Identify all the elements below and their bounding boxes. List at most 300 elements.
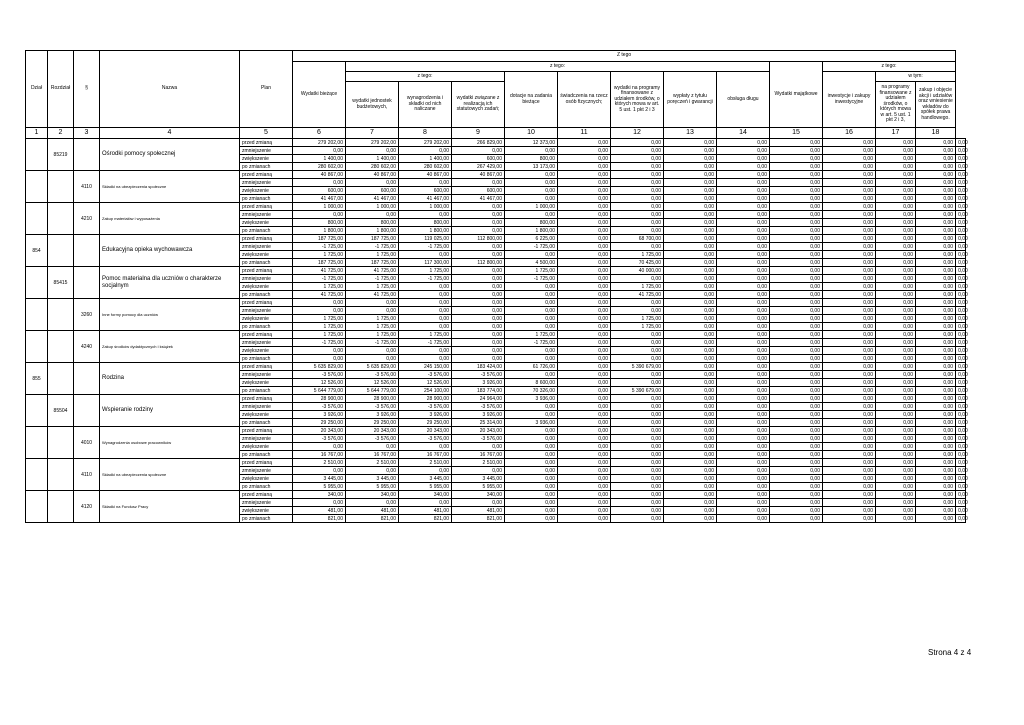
value-cell: 40 867,00 — [346, 171, 399, 179]
value-cell: 0,00 — [664, 299, 717, 307]
value-cell: 0,00 — [558, 275, 611, 283]
value-cell: 0,00 — [452, 147, 505, 155]
value-cell: 1 000,00 — [346, 203, 399, 211]
value-cell: 0,00 — [916, 171, 956, 179]
value-cell: 0,00 — [916, 363, 956, 371]
value-cell: -1 725,00 — [293, 339, 346, 347]
value-cell: 340,00 — [293, 491, 346, 499]
value-cell: 0,00 — [452, 339, 505, 347]
value-cell: 0,00 — [558, 243, 611, 251]
value-cell: 245 150,00 — [399, 363, 452, 371]
col-number: 17 — [876, 128, 916, 139]
value-cell: 0,00 — [956, 299, 966, 307]
value-cell: 0,00 — [664, 507, 717, 515]
value-cell: 0,00 — [611, 219, 664, 227]
value-cell: 0,00 — [956, 163, 966, 171]
change-type-cell: po zmianach — [240, 227, 293, 235]
value-cell: 5 635 829,00 — [293, 363, 346, 371]
value-cell: 0,00 — [293, 355, 346, 363]
nazwa-cell: Składki na ubezpieczenia społeczne — [100, 459, 240, 491]
value-cell: 0,00 — [956, 179, 966, 187]
value-cell: 0,00 — [399, 355, 452, 363]
value-cell: 16 767,00 — [399, 451, 452, 459]
value-cell: 117 300,00 — [399, 259, 452, 267]
value-cell: 0,00 — [399, 315, 452, 323]
value-cell: 112 800,00 — [452, 259, 505, 267]
value-cell: 0,00 — [956, 371, 966, 379]
value-cell: 0,00 — [505, 371, 558, 379]
value-cell: 0,00 — [770, 203, 823, 211]
value-cell: 0,00 — [876, 323, 916, 331]
value-cell: 0,00 — [664, 403, 717, 411]
value-cell: 0,00 — [770, 459, 823, 467]
value-cell: 0,00 — [916, 339, 956, 347]
change-type-cell: zwiększenie — [240, 315, 293, 323]
value-cell: 0,00 — [956, 475, 966, 483]
value-cell: 0,00 — [558, 355, 611, 363]
value-cell: 1 800,00 — [346, 227, 399, 235]
value-cell: 5 955,00 — [293, 483, 346, 491]
value-cell: 28 900,00 — [399, 395, 452, 403]
value-cell: 0,00 — [452, 315, 505, 323]
value-cell: 0,00 — [399, 179, 452, 187]
dzial-cell: 855 — [26, 363, 48, 395]
value-cell: 0,00 — [664, 355, 717, 363]
value-cell: 0,00 — [770, 467, 823, 475]
value-cell: 0,00 — [664, 315, 717, 323]
header-swiadczenia: świadczenia na rzecz osób fizycznych; — [558, 72, 611, 128]
value-cell: 0,00 — [956, 203, 966, 211]
value-cell: 0,00 — [505, 515, 558, 523]
header-z-tego-majatkowe: z tego: — [823, 62, 956, 72]
value-cell: 5 644 779,00 — [293, 387, 346, 395]
value-cell: 0,00 — [558, 507, 611, 515]
value-cell: 0,00 — [916, 291, 956, 299]
value-cell: 0,00 — [823, 411, 876, 419]
value-cell: 12 373,00 — [505, 139, 558, 147]
value-cell: 0,00 — [505, 171, 558, 179]
value-cell: 0,00 — [823, 491, 876, 499]
value-cell: 0,00 — [876, 235, 916, 243]
value-cell: 0,00 — [916, 443, 956, 451]
value-cell: 0,00 — [558, 235, 611, 243]
value-cell: 0,00 — [956, 275, 966, 283]
value-cell: 0,00 — [916, 347, 956, 355]
value-cell: 0,00 — [664, 331, 717, 339]
value-cell: 0,00 — [823, 475, 876, 483]
value-cell: 0,00 — [505, 347, 558, 355]
change-type-cell: zwiększenie — [240, 507, 293, 515]
change-type-cell: zwiększenie — [240, 155, 293, 163]
value-cell: 0,00 — [717, 283, 770, 291]
value-cell: 0,00 — [717, 227, 770, 235]
value-cell: 0,00 — [717, 163, 770, 171]
paragraf-cell: 3260 — [74, 299, 100, 331]
value-cell: 0,00 — [876, 507, 916, 515]
value-cell: 0,00 — [770, 195, 823, 203]
value-cell: 0,00 — [664, 163, 717, 171]
value-cell: 0,00 — [916, 379, 956, 387]
dzial-cell — [26, 331, 48, 363]
value-cell: 41 725,00 — [346, 291, 399, 299]
value-cell: -3 576,00 — [399, 403, 452, 411]
header-z-tego: Z tego — [293, 51, 956, 62]
value-cell: 0,00 — [916, 355, 956, 363]
value-cell: 0,00 — [452, 275, 505, 283]
value-cell: 1 400,00 — [293, 155, 346, 163]
value-cell: 3 926,00 — [293, 411, 346, 419]
value-cell: 0,00 — [664, 371, 717, 379]
value-cell: -3 576,00 — [452, 403, 505, 411]
value-cell: 0,00 — [770, 211, 823, 219]
value-cell: 0,00 — [823, 179, 876, 187]
value-cell: 0,00 — [452, 355, 505, 363]
value-cell: 0,00 — [876, 259, 916, 267]
value-cell: 0,00 — [823, 459, 876, 467]
value-cell: 40 867,00 — [452, 171, 505, 179]
value-cell: 0,00 — [664, 275, 717, 283]
value-cell: 0,00 — [770, 515, 823, 523]
value-cell: 0,00 — [876, 331, 916, 339]
value-cell: 0,00 — [823, 147, 876, 155]
value-cell: 600,00 — [399, 187, 452, 195]
value-cell: 0,00 — [717, 179, 770, 187]
value-cell: 0,00 — [916, 219, 956, 227]
col-number: 11 — [558, 128, 611, 139]
rozdzial-cell — [48, 459, 74, 491]
dzial-cell — [26, 139, 48, 171]
value-cell: 0,00 — [956, 451, 966, 459]
value-cell: 2 510,00 — [293, 459, 346, 467]
value-cell: 0,00 — [558, 467, 611, 475]
value-cell: 0,00 — [770, 171, 823, 179]
value-cell: 0,00 — [558, 203, 611, 211]
col-number: 1 — [26, 128, 48, 139]
value-cell: 0,00 — [916, 195, 956, 203]
value-cell: 0,00 — [664, 395, 717, 403]
value-cell: -3 576,00 — [293, 435, 346, 443]
value-cell: 0,00 — [823, 347, 876, 355]
value-cell: 0,00 — [399, 347, 452, 355]
value-cell: 0,00 — [399, 299, 452, 307]
value-cell: 68 700,00 — [611, 235, 664, 243]
nazwa-cell: Rodzina — [100, 363, 240, 395]
value-cell: 0,00 — [293, 443, 346, 451]
value-cell: 0,00 — [558, 323, 611, 331]
value-cell: 0,00 — [916, 275, 956, 283]
header-wyplaty: wypłaty z tytułu poręczeń i gwarancji — [664, 72, 717, 128]
rozdzial-cell — [48, 363, 74, 395]
value-cell: 0,00 — [956, 499, 966, 507]
value-cell: 0,00 — [876, 307, 916, 315]
value-cell: 0,00 — [770, 259, 823, 267]
value-cell: -3 576,00 — [399, 371, 452, 379]
value-cell: 5 644 779,00 — [346, 387, 399, 395]
nazwa-cell: Zakup środków dydaktycznych i książek — [100, 331, 240, 363]
table-row — [26, 139, 966, 147]
value-cell: 0,00 — [664, 435, 717, 443]
value-cell: 41 467,00 — [399, 195, 452, 203]
change-type-cell: zwiększenie — [240, 411, 293, 419]
value-cell: 0,00 — [823, 195, 876, 203]
value-cell: 0,00 — [770, 363, 823, 371]
value-cell: 821,00 — [452, 515, 505, 523]
value-cell: 0,00 — [505, 475, 558, 483]
value-cell: 0,00 — [916, 243, 956, 251]
nazwa-cell: Inne formy pomocy dla uczniów — [100, 299, 240, 331]
value-cell: 0,00 — [876, 291, 916, 299]
value-cell: 0,00 — [664, 387, 717, 395]
value-cell: 0,00 — [916, 203, 956, 211]
value-cell: -1 725,00 — [293, 243, 346, 251]
value-cell: 0,00 — [823, 155, 876, 163]
value-cell: 0,00 — [770, 507, 823, 515]
value-cell: 0,00 — [770, 451, 823, 459]
value-cell: 0,00 — [956, 291, 966, 299]
value-cell: 0,00 — [876, 419, 916, 427]
value-cell: 0,00 — [770, 315, 823, 323]
value-cell: 0,00 — [956, 283, 966, 291]
col-number: 7 — [346, 128, 399, 139]
value-cell: 0,00 — [558, 443, 611, 451]
header-dzial: Dział — [26, 51, 48, 128]
value-cell: 16 767,00 — [452, 451, 505, 459]
value-cell: 481,00 — [346, 507, 399, 515]
value-cell: 0,00 — [770, 395, 823, 403]
value-cell: 0,00 — [956, 419, 966, 427]
value-cell: 61 726,00 — [505, 363, 558, 371]
header-wydatki-zwiazane: wydatki związane z realizacją ich statutowych zadań; — [452, 82, 505, 128]
value-cell: 0,00 — [611, 411, 664, 419]
value-cell: 0,00 — [823, 163, 876, 171]
value-cell: 0,00 — [505, 195, 558, 203]
value-cell: 1 725,00 — [346, 323, 399, 331]
value-cell: 0,00 — [876, 171, 916, 179]
value-cell: 0,00 — [876, 363, 916, 371]
value-cell: 0,00 — [770, 491, 823, 499]
value-cell: 0,00 — [823, 251, 876, 259]
change-type-cell: przed zmianą — [240, 171, 293, 179]
value-cell: 25 314,00 — [452, 419, 505, 427]
value-cell: 0,00 — [346, 355, 399, 363]
value-cell: 3 926,00 — [452, 379, 505, 387]
header-programy-ue: wydatki na programy finansowane z udziałem środków, o których mowa w art. 5 ust. 1 pkt 2 i 3 — [611, 72, 664, 128]
value-cell: 0,00 — [916, 435, 956, 443]
value-cell: 0,00 — [770, 323, 823, 331]
value-cell: 0,00 — [717, 147, 770, 155]
value-cell: 0,00 — [611, 483, 664, 491]
value-cell: 0,00 — [956, 331, 966, 339]
value-cell: 3 926,00 — [399, 411, 452, 419]
table-row — [26, 395, 966, 403]
header-dotacje: dotacje na zadania bieżące — [505, 72, 558, 128]
value-cell: 0,00 — [823, 451, 876, 459]
value-cell: 0,00 — [558, 395, 611, 403]
value-cell: 279 202,00 — [399, 139, 452, 147]
value-cell: 0,00 — [505, 307, 558, 315]
value-cell: 0,00 — [611, 371, 664, 379]
value-cell: 0,00 — [664, 171, 717, 179]
value-cell: 0,00 — [664, 451, 717, 459]
value-cell: 20 343,00 — [399, 427, 452, 435]
header-obsluga-dlugu: obsługa długu — [717, 72, 770, 128]
paragraf-cell: 4110 — [74, 459, 100, 491]
value-cell: 1 725,00 — [611, 251, 664, 259]
value-cell: 0,00 — [956, 251, 966, 259]
value-cell: 0,00 — [823, 259, 876, 267]
value-cell: 1 725,00 — [611, 283, 664, 291]
value-cell: 280 602,00 — [293, 163, 346, 171]
value-cell: 0,00 — [876, 163, 916, 171]
value-cell: 29 250,00 — [346, 419, 399, 427]
change-type-cell: zmniejszenie — [240, 403, 293, 411]
table-row — [26, 363, 966, 371]
value-cell: 0,00 — [293, 179, 346, 187]
value-cell: 40 867,00 — [293, 171, 346, 179]
value-cell: 0,00 — [823, 435, 876, 443]
value-cell: 187 725,00 — [293, 259, 346, 267]
change-type-cell: przed zmianą — [240, 363, 293, 371]
value-cell: 0,00 — [611, 211, 664, 219]
value-cell: 3 926,00 — [346, 411, 399, 419]
value-cell: 40 867,00 — [399, 171, 452, 179]
dzial-cell — [26, 299, 48, 331]
value-cell: 0,00 — [452, 251, 505, 259]
value-cell: 0,00 — [770, 411, 823, 419]
table-row — [26, 427, 966, 435]
value-cell: 1 725,00 — [399, 267, 452, 275]
change-type-cell: zmniejszenie — [240, 435, 293, 443]
value-cell: 0,00 — [717, 259, 770, 267]
value-cell: 0,00 — [876, 211, 916, 219]
value-cell: 0,00 — [717, 443, 770, 451]
change-type-cell: przed zmianą — [240, 299, 293, 307]
value-cell: 0,00 — [664, 147, 717, 155]
value-cell: 0,00 — [823, 387, 876, 395]
value-cell: 0,00 — [956, 171, 966, 179]
value-cell: 0,00 — [664, 291, 717, 299]
value-cell: 0,00 — [558, 139, 611, 147]
header-plan: Plan — [240, 51, 293, 128]
value-cell: 0,00 — [505, 483, 558, 491]
value-cell: 0,00 — [916, 307, 956, 315]
value-cell: 0,00 — [664, 475, 717, 483]
value-cell: 20 343,00 — [346, 427, 399, 435]
nazwa-cell: Edukacyjna opieka wychowawcza — [100, 235, 240, 267]
value-cell: -1 725,00 — [505, 243, 558, 251]
value-cell: 0,00 — [916, 187, 956, 195]
rozdzial-cell — [48, 491, 74, 523]
value-cell: 0,00 — [505, 179, 558, 187]
value-cell: 0,00 — [823, 307, 876, 315]
paragraf-cell — [74, 363, 100, 395]
value-cell: 0,00 — [916, 387, 956, 395]
value-cell: 0,00 — [346, 347, 399, 355]
value-cell: 0,00 — [558, 411, 611, 419]
value-cell: 0,00 — [956, 403, 966, 411]
value-cell: 280 602,00 — [399, 163, 452, 171]
value-cell: -1 725,00 — [505, 339, 558, 347]
value-cell: 41 467,00 — [452, 195, 505, 203]
value-cell: 0,00 — [664, 259, 717, 267]
value-cell: 0,00 — [399, 307, 452, 315]
value-cell: 0,00 — [558, 331, 611, 339]
value-cell: 0,00 — [346, 467, 399, 475]
header-z-tego-biezace: z tego: — [346, 62, 770, 72]
value-cell: 1 725,00 — [293, 251, 346, 259]
value-cell: 267 429,00 — [452, 163, 505, 171]
value-cell: 0,00 — [717, 139, 770, 147]
value-cell: 0,00 — [611, 139, 664, 147]
value-cell: 0,00 — [916, 459, 956, 467]
value-cell: 0,00 — [611, 147, 664, 155]
value-cell: 0,00 — [956, 315, 966, 323]
value-cell: 0,00 — [717, 459, 770, 467]
value-cell: 0,00 — [876, 339, 916, 347]
value-cell: 0,00 — [558, 163, 611, 171]
change-type-cell: zwiększenie — [240, 347, 293, 355]
value-cell: 0,00 — [956, 427, 966, 435]
value-cell: 0,00 — [664, 251, 717, 259]
change-type-cell: po zmianach — [240, 451, 293, 459]
change-type-cell: po zmianach — [240, 387, 293, 395]
value-cell: 0,00 — [770, 187, 823, 195]
value-cell: 0,00 — [876, 411, 916, 419]
value-cell: -3 576,00 — [346, 403, 399, 411]
value-cell: 0,00 — [505, 323, 558, 331]
value-cell: 70 326,00 — [505, 387, 558, 395]
value-cell: 0,00 — [558, 195, 611, 203]
value-cell: 0,00 — [770, 483, 823, 491]
value-cell: 0,00 — [717, 427, 770, 435]
value-cell: 0,00 — [916, 507, 956, 515]
value-cell: 600,00 — [452, 187, 505, 195]
dzial-cell — [26, 395, 48, 427]
value-cell: 1 400,00 — [346, 155, 399, 163]
value-cell: 0,00 — [505, 451, 558, 459]
value-cell: 1 725,00 — [611, 315, 664, 323]
col-number: 4 — [100, 128, 240, 139]
value-cell: 1 725,00 — [346, 251, 399, 259]
value-cell: 0,00 — [717, 307, 770, 315]
change-type-cell: zwiększenie — [240, 283, 293, 291]
value-cell: 0,00 — [916, 331, 956, 339]
value-cell: 0,00 — [956, 363, 966, 371]
value-cell: -1 725,00 — [346, 275, 399, 283]
value-cell: 0,00 — [956, 187, 966, 195]
nazwa-cell: Wspieranie rodziny — [100, 395, 240, 427]
value-cell: 0,00 — [717, 507, 770, 515]
value-cell: 0,00 — [611, 195, 664, 203]
nazwa-cell: Składki na ubezpieczenia społeczne — [100, 171, 240, 203]
value-cell: 0,00 — [916, 267, 956, 275]
value-cell: 0,00 — [876, 483, 916, 491]
value-cell: 600,00 — [346, 187, 399, 195]
value-cell: 0,00 — [956, 483, 966, 491]
value-cell: 0,00 — [717, 515, 770, 523]
value-cell: 5 635 829,00 — [346, 363, 399, 371]
value-cell: 0,00 — [505, 147, 558, 155]
value-cell: 0,00 — [505, 299, 558, 307]
change-type-cell: zmniejszenie — [240, 339, 293, 347]
rozdzial-cell: 85219 — [48, 139, 74, 171]
value-cell: 0,00 — [611, 499, 664, 507]
value-cell: -1 725,00 — [505, 275, 558, 283]
value-cell: 0,00 — [664, 427, 717, 435]
value-cell: 0,00 — [770, 443, 823, 451]
value-cell: 0,00 — [664, 467, 717, 475]
paragraf-cell: 4210 — [74, 203, 100, 235]
